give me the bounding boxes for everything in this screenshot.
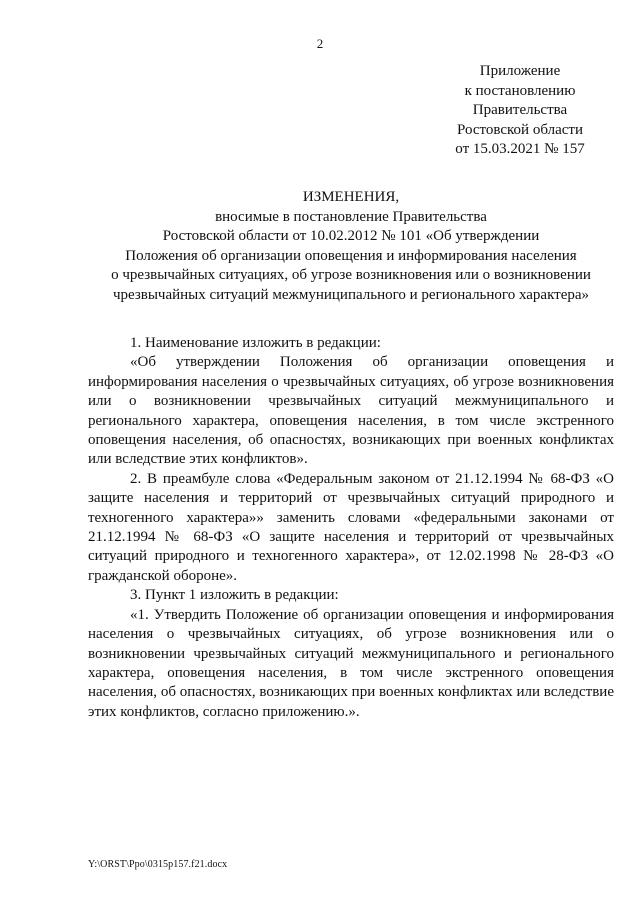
subtitle-line: чрезвычайных ситуаций межмуниципального и регионального характера» xyxy=(112,286,590,303)
appendix-line: к постановлению xyxy=(464,82,576,99)
paragraph-item-1-text: «Об утверждении Положения об организации оповещения и информирования населения о чрезвычайных ситуациях, об угрозе возникновения или о возникновении чрезвычайных ситуаций межмуниципального и регионального характера, оповещения населения, в том числе экстренного оповещения населения, об опасностях, возникающих при военных конфликтах или вследствие этих конфликтов». xyxy=(88,354,614,468)
subtitle-line: о чрезвычайных ситуациях, об угрозе возникновения или о возникновении xyxy=(111,267,591,283)
appendix-reference xyxy=(440,62,600,160)
document-heading xyxy=(88,188,614,305)
appendix-line: Ростовской области xyxy=(457,121,583,138)
document-title: ИЗМЕНЕНИЯ, xyxy=(302,189,400,205)
subtitle-line: вносимые в постановление Правительства xyxy=(215,208,487,225)
paragraph-item-3-text: «1. Утвердить Положение об организации оповещения и информирования населения о чрезвычайных ситуациях, об угрозе возникновения или о возникновении чрезвычайных ситуаций межмуниципального и регионального характера, оповещения населения, в том числе экстренного оповещения населения, об опасностях, возникающих при военных конфликтах или вследствие этих конфликтов, согласно приложению.». xyxy=(88,606,614,720)
paragraph-item-3-heading: 3. Пункт 1 изложить в редакции: xyxy=(130,587,339,604)
page-number: 2 xyxy=(316,36,324,51)
file-path-footer: Y:\ORST\Ppo\0315p157.f21.docx xyxy=(88,859,228,870)
appendix-line: Правительства xyxy=(472,102,568,118)
subtitle-line: Ростовской области от 10.02.2012 № 101 «Об утверждении xyxy=(162,228,540,244)
subtitle-line: Положения об организации оповещения и информирования населения xyxy=(125,247,577,264)
appendix-line: Приложение xyxy=(479,63,561,79)
paragraph-item-2: 2. В преамбуле слова «Федеральным законом от 21.12.1994 № 68-ФЗ «О защите населения и территорий от чрезвычайных ситуаций природного и техногенного характера»» заменить словами «федеральными законами от 21.12.1994 № 68-ФЗ «О защите населения и территорий от чрезвычайных ситуаций природного и техногенного характера», от 12.02.1998 № 28-ФЗ «О гражданской обороне». xyxy=(88,470,614,584)
document-body xyxy=(88,334,614,722)
paragraph-item-1-heading: 1. Наименование изложить в редакции: xyxy=(130,335,381,351)
appendix-line: от 15.03.2021 № 157 xyxy=(455,141,585,157)
